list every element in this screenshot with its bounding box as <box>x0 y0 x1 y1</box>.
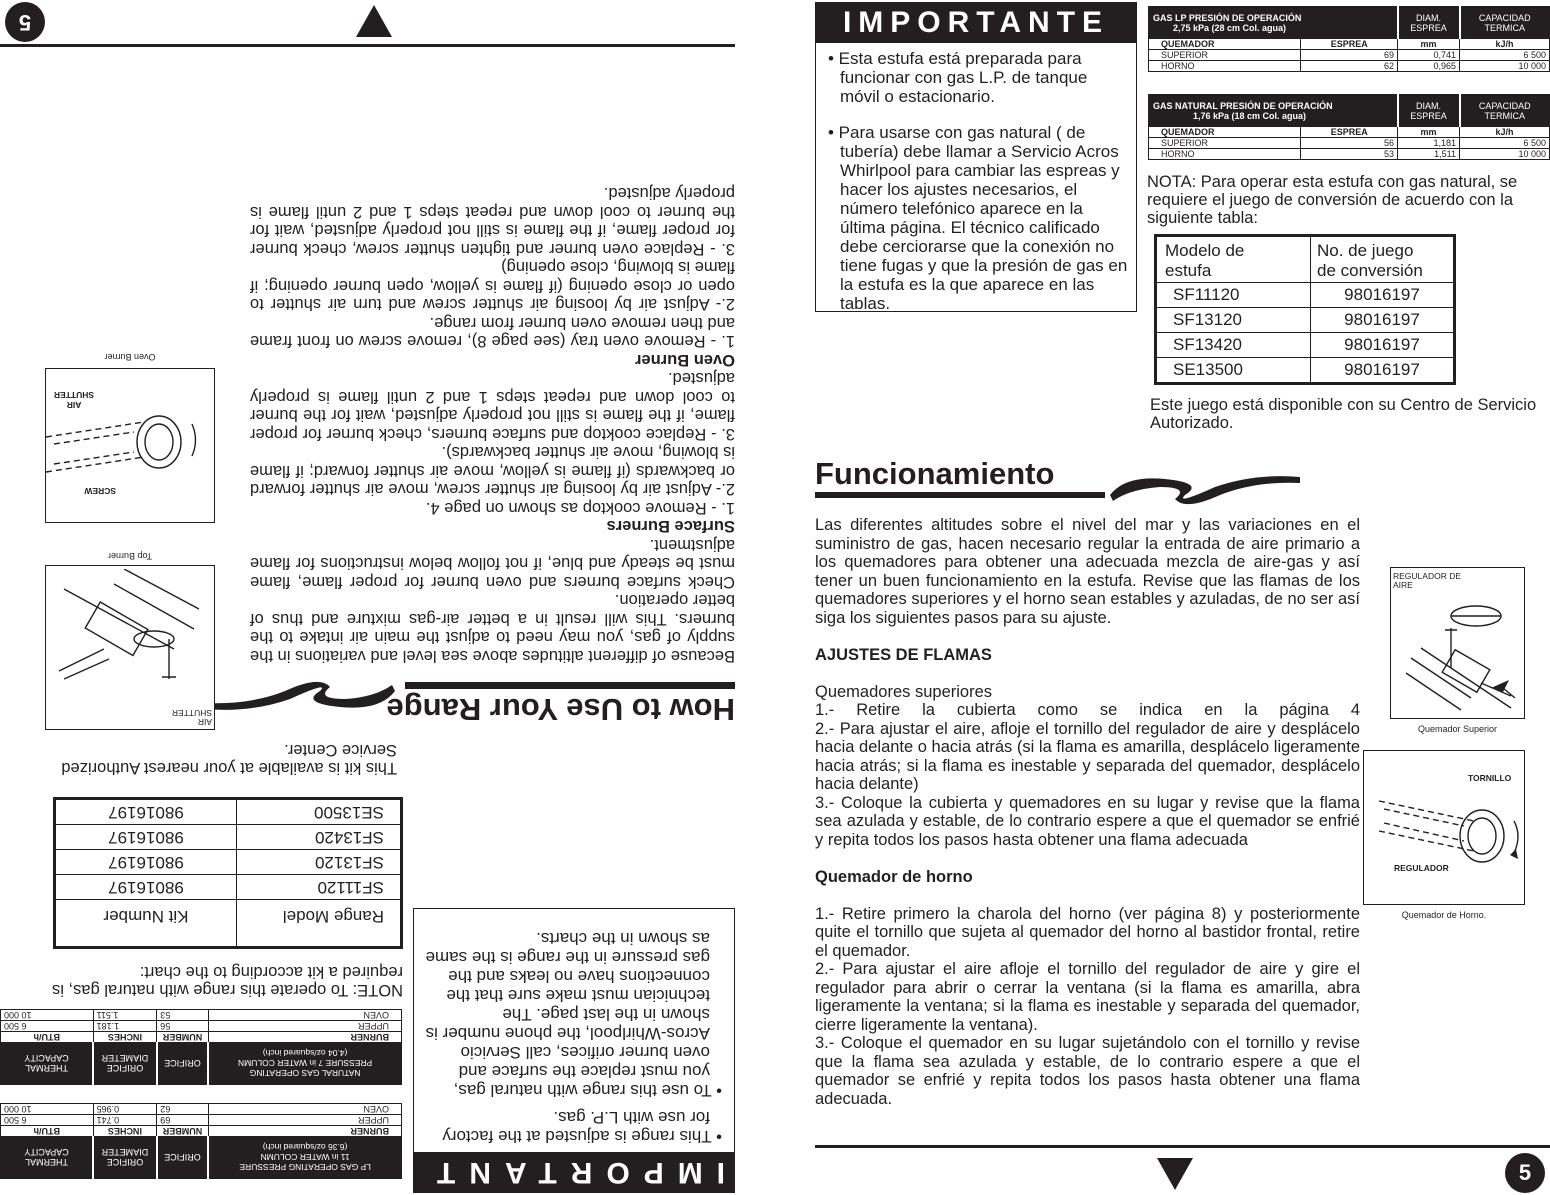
table-row <box>1156 358 1455 384</box>
cell: SF13120 <box>237 850 402 875</box>
table-row <box>1156 308 1455 333</box>
cell: 98016197 <box>108 828 184 847</box>
cell: SUPERIOR <box>1149 138 1301 149</box>
lp-sub-0: QUEMADOR <box>1149 39 1301 50</box>
intro-paragraph: Las diferentes altitudes sobre el nivel del mar y las variaciones en el suministro de gas, hacen necesario regular la entrada de aire primario a los quemadores para obtener una adecuada mezcla de aire-gas y así tener un buen funcionamiento en la estufa. Revise que las flamas de los quemadores superiores y el horno sean estables y azuladas, de no ser así siga los siguientes pasos para su ajuste. <box>815 516 1360 627</box>
important-title: IMPORTANT <box>414 1152 734 1192</box>
oven-step-2: 2.- Para ajustar el aire afloje el tornillo del regulador de aire y gire el regulador para abrir o cerrar la ventana (si la flama es amarilla, abra ligeramente la ventana; si la flama es inestable y separada del quemador, cierre ligeramente la ventana). <box>815 960 1360 1034</box>
cell: 98016197 <box>1344 285 1420 304</box>
kit-col-1: Modelo de estufa <box>1156 236 1311 283</box>
kit-col-2: No. de juego de conversión <box>1317 241 1423 280</box>
kit-table <box>1154 234 1456 385</box>
cell: 6 500 <box>1460 50 1550 61</box>
lp-sub-1: NUMBER <box>157 1126 208 1137</box>
cell: OVEN <box>208 1010 401 1021</box>
cell: 6 500 <box>1 1021 94 1032</box>
fig2-caption: Oven Burner <box>104 352 156 362</box>
important-box <box>815 2 1137 312</box>
lp-sub-2: mm <box>1398 39 1460 50</box>
table-row <box>1149 138 1550 149</box>
important-title: IMPORTANTE <box>816 3 1136 43</box>
cell: SF11120 <box>237 875 402 900</box>
cell: 69 <box>157 1115 208 1126</box>
cell: 62 <box>157 1104 208 1115</box>
spanish-page <box>775 0 1550 1195</box>
cell: HORNO <box>1149 149 1301 160</box>
cell: 98016197 <box>108 878 184 897</box>
ng-title-2: PRESSURE 7 in WATER COLUMN <box>238 1058 373 1068</box>
lp-col-orifice: ORIFICE <box>157 1136 208 1179</box>
cell: 6 500 <box>1 1115 94 1126</box>
cell: 0,965 <box>1398 61 1460 72</box>
cell: SF11120 <box>1156 283 1311 308</box>
ng-title-2: 1,76 kPa (18 cm Col. agua) <box>1193 111 1307 121</box>
table-row <box>55 799 402 825</box>
cell: 0.965 <box>93 1104 157 1115</box>
lp-col-diam: ORIFICE DIAMETER <box>93 1136 157 1179</box>
section-title: How to Use Your Range <box>386 692 735 727</box>
fig1-caption: Quemador Superior <box>1417 724 1498 734</box>
spanish-body <box>815 516 1360 1108</box>
ng-title-1: NATURAL GAS OPERATING <box>249 1068 361 1078</box>
top-step-2: 2.- Para ajustar el aire, afloje el tornillo del regulador de aire y desplácelo hacia delante o hacia atrás (si la flama es amarilla, desplácelo ligeramente hacia atrás; si la flama es inestable y separada del quemador, desplácelo hacia delante) <box>815 719 1360 793</box>
cell: 56 <box>1301 138 1398 149</box>
table-row <box>1 1010 402 1021</box>
oven-burner-icon <box>46 402 214 492</box>
surface-step-1: 1. - Remove cooktop as shown on page 4. <box>425 499 735 517</box>
table-row <box>55 850 402 875</box>
intro-paragraph: Because of different altitudes above sea level and variations in the supply of gas, you may need to adjust the main air intake to the burners. This will result in a better air-gas mixture and thus of better operation. <box>250 591 735 665</box>
oven-burner-icon <box>1364 781 1524 871</box>
ng-sub-1: NUMBER <box>157 1032 208 1043</box>
lp-title-3: (6.36 oz/squared inch) <box>262 1142 348 1152</box>
cell: 0.741 <box>93 1115 157 1126</box>
fig2-caption: Quemador de Horno. <box>1401 910 1487 920</box>
table-row <box>55 875 402 900</box>
cell: 0,741 <box>1398 50 1460 61</box>
fig2-label-bottom: REGULADOR <box>1394 863 1449 873</box>
note-text: NOTE: To operate this range with natural gas, is required a kit according to the chart: <box>52 963 403 999</box>
lp-title-2: 11 in WATER COLUMN <box>260 1152 350 1162</box>
oven-step-1: 1. - Remove oven tray (see page 8), remove screw on front frame and then remove oven burner from range. <box>250 314 735 351</box>
table-row <box>1156 333 1455 358</box>
kit-col-1: Range Model <box>237 900 402 948</box>
cell: 98016197 <box>108 853 184 872</box>
lp-sub-0: BURNER <box>208 1126 401 1137</box>
ng-col-diam: ORIFICE DIAMETER <box>93 1042 157 1085</box>
important-bullet-1: • Esta estufa está preparada para funcionar con gas L.P. de tanque móvil o estacionario. <box>828 49 1088 106</box>
cell: SF13420 <box>237 825 402 850</box>
cell: 10 000 <box>1 1010 94 1021</box>
table-row <box>1 1021 402 1032</box>
surface-heading: Surface Burners <box>606 517 735 536</box>
cell: SF13420 <box>1156 333 1311 358</box>
lp-title-1: LP GAS OPERATING PRESSURE <box>239 1162 371 1172</box>
important-bullet-2: • Para usarse con gas natural ( de tubería) debe llamar a Servicio Acros Whirlpool para cambiar las espreas y hacer los ajustes necesarios, el número telefónico aparece en la última página. El técnico calificado debe cerciorarse que la conexión no tiene fugas y que la presión de gas en la estufa es la que aparece en las tablas. <box>828 123 1128 313</box>
ng-sub-3: BTU/h <box>1 1032 94 1043</box>
fig1-label: AIR SHUTTER <box>171 708 212 727</box>
important-bullet-1: • This range is adjusted at the factory for use with L.P. gas. <box>442 1108 722 1146</box>
lp-gas-table <box>1148 6 1550 72</box>
oven-step-3: 3. - Replace oven burner and tighten shutter screw, check burner for proper flame, if the flame is still not properly adjusted, wait for the burner to cool down and repeat steps 1 and 2 until flame is properly adjusted. <box>250 184 735 258</box>
ng-col-cap: THERMAL CAPACITY <box>1 1042 94 1085</box>
ng-sub-0: BURNER <box>208 1032 401 1043</box>
cell: 1,181 <box>1398 138 1460 149</box>
table-row <box>1149 61 1550 72</box>
fig1-label: REGULADOR DE AIRE <box>1393 571 1462 590</box>
oven-burner-figure <box>45 368 215 523</box>
english-body <box>250 184 735 665</box>
cell: SE13500 <box>237 799 402 825</box>
top-burner-figure <box>45 565 215 730</box>
ng-gas-table <box>0 1009 402 1085</box>
intro-paragraph-2: Check surface burners and oven burner for proper flame, flame must be steady and blue, if not follow below instructions for flame adjustment. <box>250 536 735 591</box>
cell: 62 <box>1301 61 1398 72</box>
top-heading: Quemadores superiores <box>815 682 993 701</box>
kit-col-2: Kit Number <box>103 907 189 926</box>
title-underline <box>405 682 735 689</box>
ng-title-1: GAS NATURAL PRESIÓN DE OPERACIÓN <box>1153 101 1333 111</box>
cell: 53 <box>1301 149 1398 160</box>
lp-col-diam: DIAM. ESPREA <box>1398 7 1460 40</box>
ng-sub-0: QUEMADOR <box>1149 127 1301 138</box>
cell: 1,511 <box>1398 149 1460 160</box>
page-number: 5 <box>1505 1153 1545 1193</box>
kit-table <box>53 797 403 949</box>
important-box <box>413 908 735 1193</box>
oven-step-2: 2.- Adjust air by loosing air shutter screw and turn air shutter to open or close opening (if flame is yellow, open burner opening; if flame is blowing, close opening) <box>250 258 735 314</box>
table-row <box>1156 283 1455 308</box>
cell: SF13120 <box>1156 308 1311 333</box>
cell: 1.181 <box>93 1021 157 1032</box>
oven-heading: Oven Burner <box>635 351 735 369</box>
top-step-3: 3.- Coloque la cubierta y quemadores en su lugar y revise que la flama sea azulada y estable, de lo contrario espere a que el quemador se enfrié y repita todos los pasos hasta obtener una flama adecuada <box>815 793 1360 849</box>
fig2-label-top: TORNILLO <box>1468 773 1512 783</box>
cell: 10 000 <box>1460 149 1550 160</box>
cell: 56 <box>157 1021 208 1032</box>
cell: 98016197 <box>1344 335 1420 354</box>
lp-col-cap: CAPACIDAD TERMICA <box>1460 7 1550 40</box>
ng-col-cap: CAPACIDAD TERMICA <box>1460 95 1550 128</box>
cell: 10 000 <box>1 1104 94 1115</box>
table-row <box>55 825 402 850</box>
lp-sub-2: INCHES <box>93 1126 157 1137</box>
title-underline <box>815 492 1105 498</box>
top-burner-icon <box>46 569 214 719</box>
cell: SUPERIOR <box>1149 50 1301 61</box>
cell: HORNO <box>1149 61 1301 72</box>
oven-step-1: 1.- Retire primero la charola del horno (ver página 8) y posteriormente quite el tornillo que sujeta al quemador del horno al bastidor frontal, retire el quemador. <box>815 904 1360 960</box>
ng-col-orifice: ORIFICE <box>157 1042 208 1085</box>
fig2-label-top: SCREW <box>84 486 116 496</box>
cell: SE13500 <box>1156 358 1311 384</box>
cell: 69 <box>1301 50 1398 61</box>
ng-title-3: (4.04 oz/squared inch) <box>262 1048 348 1058</box>
cell: OVEN <box>208 1104 401 1115</box>
lp-sub-3: kJ/h <box>1460 39 1550 50</box>
surface-step-2: 2.- Adjust air by loosing air shutter screw, move air shutter forward or backwards (if flame is yellow, move air shutter forward; if flame is blowing, move air shutter backwards). <box>250 443 735 499</box>
cell: 98016197 <box>108 803 184 822</box>
top-burner-figure <box>1390 567 1525 719</box>
lp-title-2: 2,75 kPa (28 cm Col. agua) <box>1173 23 1287 33</box>
lp-sub-3: BTU/h <box>1 1126 94 1137</box>
fig1-caption: Top Burner <box>107 551 153 561</box>
flame-heading: AJUSTES DE FLAMAS <box>815 645 992 664</box>
cell: 10 000 <box>1460 61 1550 72</box>
lp-gas-table <box>0 1103 402 1179</box>
note-text: NOTA: Para operar esta estufa con gas natural, se requiere el juego de conversión de acuerdo con la siguiente tabla: <box>1147 173 1518 227</box>
ng-sub-2: INCHES <box>93 1032 157 1043</box>
table-row <box>1149 149 1550 160</box>
ng-sub-1: ESPREA <box>1301 127 1398 138</box>
cell: 98016197 <box>1344 310 1420 329</box>
important-bullet-2: • To use this range with natural gas, you must replace the surface and oven burner orifices, call Servicio Acros-Whirlpool, the phone number is shown in the last page. The technician must make sure that the connections have no leaks and the gas pressure in the range is the same as shown in the charts. <box>425 929 722 1100</box>
oven-burner-figure <box>1363 750 1525 905</box>
brush-stroke-icon <box>200 671 400 721</box>
lp-col-cap: THERMAL CAPACITY <box>1 1136 94 1179</box>
brush-stroke-icon <box>1105 465 1305 515</box>
oven-step-3: 3.- Coloque el quemador en su lugar sujetándolo con el tornillo y revise que la flama sea azulada y estable, de lo contrario espere a que el quemador se enfrié y repita todos los pasos hasta obtener una flama adecuada. <box>815 1034 1360 1108</box>
available-text: This kit is available at your nearest Authorized Service Center. <box>61 741 397 777</box>
table-row <box>1149 50 1550 61</box>
cell: UPPER <box>208 1115 401 1126</box>
lp-sub-1: ESPREA <box>1301 39 1398 50</box>
down-arrow-icon <box>1157 1158 1193 1190</box>
oven-heading: Quemador de horno <box>815 867 973 886</box>
cell: 6 500 <box>1460 138 1550 149</box>
cell: 53 <box>157 1010 208 1021</box>
ng-sub-3: kJ/h <box>1460 127 1550 138</box>
top-step-1: 1.- Retire la cubierta como se indica en la página 4 <box>815 701 1360 719</box>
cell: 1.511 <box>93 1010 157 1021</box>
available-text: Este juego está disponible con su Centro de Servicio Autorizado. <box>1150 396 1537 432</box>
ng-sub-2: mm <box>1398 127 1460 138</box>
page-number: 5 <box>5 2 45 42</box>
table-row <box>1 1115 402 1126</box>
ng-gas-table <box>1148 94 1550 160</box>
ng-col-diam: DIAM. ESPREA <box>1398 95 1460 128</box>
cell: 98016197 <box>1344 360 1420 379</box>
lp-title-1: GAS LP PRESIÓN DE OPERACIÓN <box>1153 13 1302 23</box>
bottom-rule <box>0 44 735 47</box>
down-arrow-icon <box>356 5 392 37</box>
section-title: Funcionamiento <box>815 456 1055 491</box>
surface-step-3: 3. - Replace cooktop and surface burners, check burner for proper flame, if the flame is still not properly adjusted, wait for the burner to cool down and repeat steps 1 and 2 until flame is properly adjusted. <box>250 369 735 443</box>
cell: UPPER <box>208 1021 401 1032</box>
bottom-rule <box>815 1145 1550 1148</box>
table-row <box>1 1104 402 1115</box>
top-burner-icon <box>1391 588 1523 716</box>
fig2-label-bottom: AIR SHUTTER <box>53 390 94 410</box>
